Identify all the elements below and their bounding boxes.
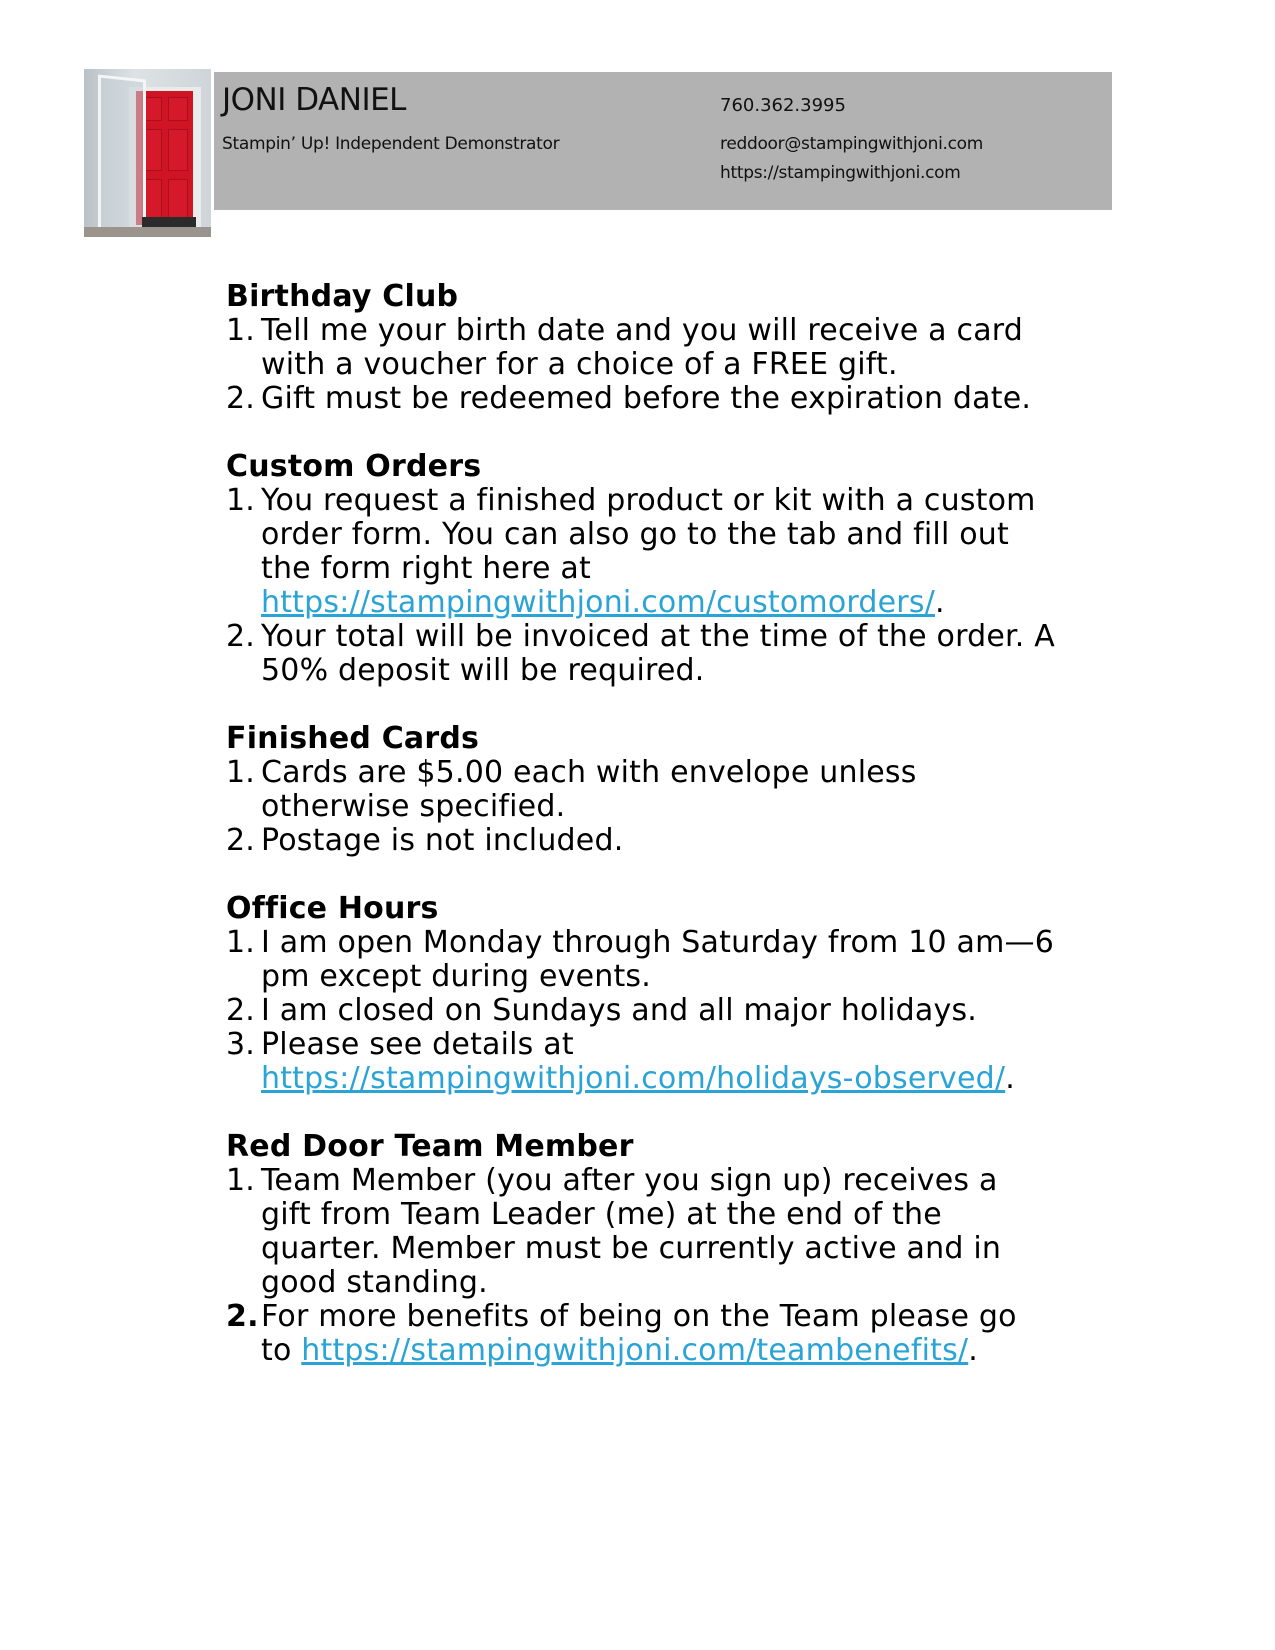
- list-text-after: .: [1005, 1061, 1015, 1096]
- ground: [84, 227, 211, 237]
- section-heading: Birthday Club: [226, 279, 459, 314]
- section-heading: Office Hours: [226, 891, 439, 926]
- holidays-observed-link[interactable]: https://stampingwithjoni.com/holidays-observed/: [261, 1061, 1006, 1096]
- section-list: [226, 484, 1056, 688]
- list-text: Team Member (you after you sign up) receives a gift from Team Leader (me) at the end of the quarter. Member must be currently active and in good standing.: [261, 1163, 1002, 1300]
- section-list: [226, 314, 1056, 416]
- list-item: [226, 756, 1056, 824]
- section-finished-cards: [226, 722, 1056, 858]
- list-text-after: .: [934, 585, 945, 620]
- list-text: Postage is not included.: [261, 823, 624, 858]
- door-panel: [168, 97, 188, 121]
- header-title: Stampin’ Up! Independent Demonstrator: [222, 134, 560, 154]
- list-text: I am open Monday through Saturday from 10 am—6 pm except during events.: [261, 925, 1054, 994]
- list-text-after: .: [968, 1333, 978, 1368]
- list-item: [226, 994, 1056, 1028]
- list-item: [226, 1300, 1056, 1368]
- list-item: [226, 382, 1056, 416]
- list-text: Tell me your birth date and you will receive a card with a voucher for a choice of a FREE gift.: [261, 313, 1024, 382]
- red-door-photo: [84, 69, 211, 237]
- header-name: JONI DANIEL: [222, 82, 406, 118]
- list-text: You request a finished product or kit with a custom order form. You can also go to the tab and fill out the form right here at: [261, 483, 1036, 586]
- list-item: [226, 926, 1056, 994]
- list-number: 2.: [226, 1299, 259, 1334]
- list-text: Cards are $5.00 each with envelope unless otherwise specified.: [261, 755, 917, 824]
- door-panel: [168, 129, 188, 171]
- list-text: I am closed on Sundays and all major holidays.: [261, 993, 978, 1028]
- section-heading: Finished Cards: [226, 721, 480, 756]
- section-list: [226, 926, 1056, 1096]
- list-item: [226, 484, 1056, 620]
- list-text: Please see details at: [261, 1027, 574, 1062]
- document-body: [226, 280, 1056, 1402]
- list-number: 2.: [226, 381, 256, 416]
- list-number: 2.: [226, 993, 256, 1028]
- list-text: For more benefits of being on the Team please go to: [261, 1299, 1017, 1368]
- list-number: 1.: [226, 925, 256, 960]
- list-item: [226, 314, 1056, 382]
- list-item: [226, 620, 1056, 688]
- list-number: 1.: [226, 313, 256, 348]
- door-panel: [168, 179, 188, 219]
- team-benefits-link[interactable]: https://stampingwithjoni.com/teambenefits/: [301, 1333, 969, 1368]
- list-item: [226, 1164, 1056, 1300]
- list-number: 1.: [226, 1163, 256, 1198]
- header-website: https://stampingwithjoni.com: [720, 163, 961, 183]
- custom-orders-link[interactable]: https://stampingwithjoni.com/customorders/: [261, 585, 935, 620]
- screen-door: [98, 74, 146, 237]
- section-birthday-club: [226, 280, 1056, 416]
- list-text: Gift must be redeemed before the expiration date.: [261, 381, 1032, 416]
- header-email: reddoor@stampingwithjoni.com: [720, 134, 984, 154]
- list-number: 1.: [226, 483, 256, 518]
- section-list: [226, 756, 1056, 858]
- list-number: 2.: [226, 823, 256, 858]
- list-item: [226, 1028, 1056, 1096]
- section-custom-orders: [226, 450, 1056, 688]
- section-heading: Custom Orders: [226, 449, 482, 484]
- section-list: [226, 1164, 1056, 1368]
- list-number: 3.: [226, 1027, 256, 1062]
- header-phone: 760.362.3995: [720, 95, 846, 116]
- section-office-hours: [226, 892, 1056, 1096]
- section-heading: Red Door Team Member: [226, 1129, 634, 1164]
- list-number: 2.: [226, 619, 256, 654]
- section-red-door-team: [226, 1130, 1056, 1368]
- list-text: Your total will be invoiced at the time of the order. A 50% deposit will be required.: [261, 619, 1055, 688]
- list-number: 1.: [226, 755, 256, 790]
- list-item: [226, 824, 1056, 858]
